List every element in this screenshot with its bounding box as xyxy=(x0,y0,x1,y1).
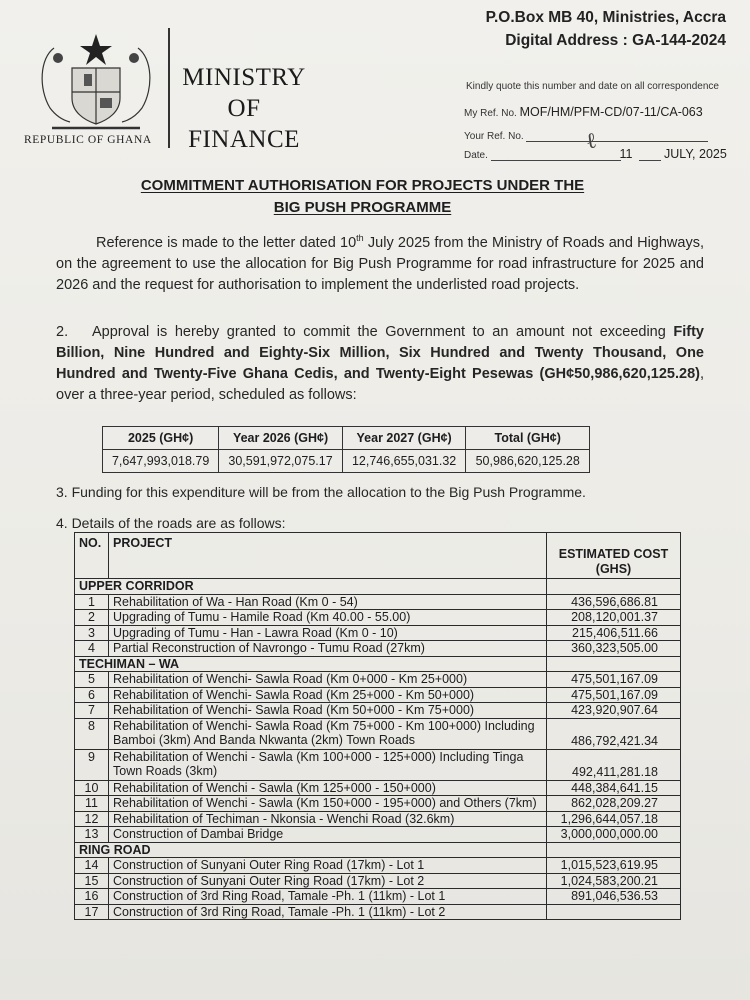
roads-header-no: NO. xyxy=(75,533,109,579)
row-number: 13 xyxy=(75,827,109,843)
table-row xyxy=(75,827,681,843)
row-number: 2 xyxy=(75,610,109,626)
republic-of-ghana-label: REPUBLIC OF GHANA xyxy=(24,134,152,146)
table-row xyxy=(75,718,681,749)
section-name: RING ROAD xyxy=(75,842,547,858)
row-cost: 360,323,505.00 xyxy=(547,641,681,657)
summary-header-2025: 2025 (GH¢) xyxy=(103,427,219,450)
summary-value-2025: 7,647,993,018.79 xyxy=(103,450,219,473)
date-blank-2 xyxy=(639,150,661,161)
summary-value-row xyxy=(103,450,590,473)
table-row xyxy=(75,889,681,905)
summary-value-2026: 30,591,972,075.17 xyxy=(219,450,343,473)
quote-instruction: Kindly quote this number and date on all correspondence xyxy=(466,81,719,92)
paragraph-3: 3. Funding for this expenditure will be from the allocation to the Big Push Programme. xyxy=(56,484,586,500)
row-cost: 891,046,536.53 xyxy=(547,889,681,905)
row-number: 1 xyxy=(75,594,109,610)
row-project: Rehabilitation of Wenchi - Sawla (Km 100+000 - 125+000) Including Tinga Town Roads (3km) xyxy=(109,749,547,780)
table-row xyxy=(75,858,681,874)
ministry-line-2: OF xyxy=(227,95,261,122)
row-cost xyxy=(547,904,681,920)
roads-body xyxy=(75,579,681,920)
row-cost: 862,028,209.27 xyxy=(547,796,681,812)
row-cost: 215,406,511.66 xyxy=(547,625,681,641)
ministry-line-1: MINISTRY xyxy=(182,64,306,91)
row-cost: 1,015,523,619.95 xyxy=(547,858,681,874)
row-project: Construction of Sunyani Outer Ring Road (17km) - Lot 2 xyxy=(109,873,547,889)
row-cost: 436,596,686.81 xyxy=(547,594,681,610)
my-ref-value: MOF/HM/PFM-CD/07-11/CA-063 xyxy=(519,105,703,119)
document-title xyxy=(70,175,655,219)
postal-address: P.O.Box MB 40, Ministries, Accra xyxy=(485,9,726,26)
row-project: Rehabilitation of Wenchi- Sawla Road (Km 25+000 - Km 50+000) xyxy=(109,687,547,703)
paragraph-2 xyxy=(56,322,704,406)
row-project: Rehabilitation of Wenchi- Sawla Road (Km 50+000 - Km 75+000) xyxy=(109,703,547,719)
row-number: 12 xyxy=(75,811,109,827)
para1-sup: th xyxy=(356,233,364,243)
table-row xyxy=(75,811,681,827)
para1-pre: Reference is made to the letter dated 10 xyxy=(96,234,357,251)
your-ref-blank xyxy=(526,131,708,142)
para2-pre: Approval is hereby granted to commit the Government to an amount not exceeding xyxy=(92,324,674,340)
para2-number: 2. xyxy=(56,324,69,340)
row-cost: 1,296,644,057.18 xyxy=(547,811,681,827)
row-number: 17 xyxy=(75,904,109,920)
row-number: 8 xyxy=(75,718,109,749)
section-cost-blank xyxy=(547,579,681,595)
row-project: Rehabilitation of Wa - Han Road (Km 0 - 54) xyxy=(109,594,547,610)
row-cost: 3,000,000,000.00 xyxy=(547,827,681,843)
para1-post: July 2025 from the Ministry of Roads and Highways, on the agreement to use the allocation for Big Push Programme for road infrastructure for 2025 and 2026 and the request for authorisation to implement the underlisted road projects. xyxy=(56,234,704,293)
roads-table xyxy=(74,532,681,920)
roads-header-row xyxy=(75,533,681,579)
table-row xyxy=(75,703,681,719)
date-value: JULY, 2025 xyxy=(664,147,727,161)
row-project: Construction of Dambai Bridge xyxy=(109,827,547,843)
table-row xyxy=(75,594,681,610)
ministry-name xyxy=(178,62,310,155)
row-project: Rehabilitation of Wenchi- Sawla Road (Km 0+000 - Km 25+000) xyxy=(109,672,547,688)
table-row xyxy=(75,687,681,703)
row-project: Rehabilitation of Wenchi - Sawla (Km 125+000 - 150+000) xyxy=(109,780,547,796)
ghana-coat-of-arms xyxy=(32,28,160,136)
table-row xyxy=(75,672,681,688)
row-number: 5 xyxy=(75,672,109,688)
row-cost: 423,920,907.64 xyxy=(547,703,681,719)
summary-header-row xyxy=(103,427,590,450)
paragraph-1 xyxy=(56,228,704,296)
table-row xyxy=(75,641,681,657)
roads-header-project: PROJECT xyxy=(109,533,547,579)
row-cost: 475,501,167.09 xyxy=(547,672,681,688)
summary-header-2026: Year 2026 (GH¢) xyxy=(219,427,343,450)
title-line-2: BIG PUSH PROGRAMME xyxy=(273,199,452,216)
row-cost: 208,120,001.37 xyxy=(547,610,681,626)
row-cost: 475,501,167.09 xyxy=(547,687,681,703)
section-row xyxy=(75,842,681,858)
address-block xyxy=(486,6,726,52)
row-number: 7 xyxy=(75,703,109,719)
row-project: Upgrading of Tumu - Han - Lawra Road (Km 0 - 10) xyxy=(109,625,547,641)
roads-header-cost: ESTIMATED COST (GHS) xyxy=(547,533,681,579)
row-number: 9 xyxy=(75,749,109,780)
row-project: Partial Reconstruction of Navrongo - Tumu Road (27km) xyxy=(109,641,547,657)
section-cost-blank xyxy=(547,842,681,858)
summary-header-total: Total (GH¢) xyxy=(466,427,590,450)
row-cost: 486,792,421.34 xyxy=(547,718,681,749)
row-cost: 492,411,281.18 xyxy=(547,749,681,780)
para2-post: , over a three-year period, scheduled as follows: xyxy=(56,366,704,403)
table-row xyxy=(75,625,681,641)
commitment-summary-table xyxy=(102,426,590,473)
table-row xyxy=(75,796,681,812)
your-ref-label: Your Ref. No. xyxy=(464,131,524,142)
row-cost: 1,024,583,200.21 xyxy=(547,873,681,889)
table-row xyxy=(75,904,681,920)
row-project: Rehabilitation of Wenchi - Sawla (Km 150+000 - 195+000) and Others (7km) xyxy=(109,796,547,812)
title-line-1: COMMITMENT AUTHORISATION FOR PROJECTS UNDER THE xyxy=(140,177,585,194)
row-number: 3 xyxy=(75,625,109,641)
row-number: 6 xyxy=(75,687,109,703)
row-number: 16 xyxy=(75,889,109,905)
table-row xyxy=(75,780,681,796)
summary-header-2027: Year 2027 (GH¢) xyxy=(342,427,466,450)
table-row xyxy=(75,749,681,780)
table-row xyxy=(75,873,681,889)
section-name: TECHIMAN – WA xyxy=(75,656,547,672)
date-blank xyxy=(491,150,621,161)
section-cost-blank xyxy=(547,656,681,672)
ministry-line-3: FINANCE xyxy=(188,126,300,153)
header-divider xyxy=(168,28,170,148)
date-label: Date. xyxy=(464,150,488,161)
row-number: 4 xyxy=(75,641,109,657)
section-name: UPPER CORRIDOR xyxy=(75,579,547,595)
row-project: Rehabilitation of Wenchi- Sawla Road (Km 75+000 - Km 100+000) Including Bamboi (3km) And Banda Nkwanta (2km) Town Roads xyxy=(109,718,547,749)
row-number: 15 xyxy=(75,873,109,889)
summary-value-2027: 12,746,655,031.32 xyxy=(342,450,466,473)
row-project: Upgrading of Tumu - Hamile Road (Km 40.00 - 55.00) xyxy=(109,610,547,626)
row-project: Construction of 3rd Ring Road, Tamale -Ph. 1 (11km) - Lot 1 xyxy=(109,889,547,905)
para2-amount: Fifty Billion, Nine Hundred and Eighty-Six Million, Six Hundred and Twenty Thousand, One Hundred and Twenty-Five Ghana Cedis, and Twenty-Eight Pesewas (GH¢50,986,620,125.28) xyxy=(56,324,704,382)
row-project: Construction of 3rd Ring Road, Tamale -Ph. 1 (11km) - Lot 2 xyxy=(109,904,547,920)
table-row xyxy=(75,610,681,626)
digital-address: Digital Address : GA-144-2024 xyxy=(505,32,726,49)
row-project: Rehabilitation of Techiman - Nkonsia - Wenchi Road (32.6km) xyxy=(109,811,547,827)
row-number: 14 xyxy=(75,858,109,874)
paragraph-4: 4. Details of the roads are as follows: xyxy=(56,515,286,531)
summary-value-total: 50,986,620,125.28 xyxy=(466,450,590,473)
section-row xyxy=(75,579,681,595)
row-project: Construction of Sunyani Outer Ring Road (17km) - Lot 1 xyxy=(109,858,547,874)
section-row xyxy=(75,656,681,672)
my-ref-label: My Ref. No. xyxy=(464,108,517,119)
date-handwritten: 11 xyxy=(619,147,633,161)
row-cost: 448,384,641.15 xyxy=(547,780,681,796)
row-number: 10 xyxy=(75,780,109,796)
my-ref-line xyxy=(464,105,703,119)
row-number: 11 xyxy=(75,796,109,812)
handwritten-mark: ℓ xyxy=(584,128,599,155)
